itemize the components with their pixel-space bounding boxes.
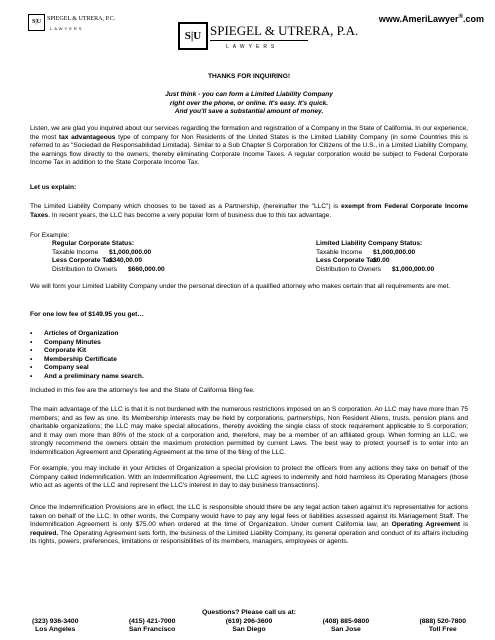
regular-corporate-column	[52, 240, 165, 274]
included-items-list	[30, 330, 144, 382]
logo-rule	[210, 40, 308, 41]
row-value: $660,000.00	[128, 265, 165, 273]
list-item: • And a preliminary name search.	[30, 373, 144, 382]
row-label: Taxable Income	[52, 248, 99, 256]
row-value: $340,00.00	[109, 257, 143, 264]
office-contact	[323, 618, 369, 635]
tax-comparison	[30, 240, 468, 276]
row-label: Less Corporate Tax	[52, 257, 114, 264]
tagline-line: And you'll save a substantial amount of money.	[174, 108, 324, 115]
fee-heading: For one low fee of $149.95 you get…	[30, 311, 144, 318]
list-item: • Articles of Organization	[30, 330, 144, 339]
phone-number[interactable]: (415) 421-7000	[128, 617, 176, 625]
office-contact	[129, 618, 175, 635]
office-city: Toll Free	[428, 626, 457, 633]
list-item: • Membership Certificate	[30, 356, 144, 365]
row-value: $1,000,000.00	[109, 248, 152, 256]
small-firm-logo	[28, 14, 116, 36]
intro-paragraph: Listen, we are glad you inquired about our services regarding the formation and registration of a Company in the State of California. In our experience, the most tax advantageous type of company for Non Residents of the United States is the Limited Liability Company (in some Countries this is referred to as "Sociedad de Responsabilidad Limitada). Similar to a Sub Chapter S Corporation for Citizens of the U.S., in a Limited Liability Company, the earnings flow directly to the owners, thereby eliminating Corporate Income Taxes. A regular corporation would be subject to Federal Corporate Income Tax in addition to the State Corporate Income Tax.	[30, 125, 468, 166]
row-value: $1,000,000.00	[373, 248, 416, 256]
contact-footer	[30, 609, 468, 635]
logo-name: SPIEGEL & UTRERA, P.A.	[210, 23, 359, 38]
explain-paragraph: The Limited Liability Company which chooses to be taxed as a Partnership, (hereinafter the "LLC") is exempt from Federal Corporate Income Taxes. In recent years, the LLC has become a very popular form of business due to this tax advantage.	[30, 203, 468, 219]
example-label: For Example:	[30, 232, 70, 239]
tagline	[30, 91, 468, 117]
office-city: San Diego	[232, 626, 266, 633]
row-label: Distribution to Owners	[316, 265, 381, 273]
office-contact	[226, 618, 272, 635]
row-label: Less Corporate Tax	[316, 257, 378, 264]
office-contact	[32, 618, 78, 635]
phone-number[interactable]: (323) 936-3400	[32, 617, 79, 625]
column-heading: Limited Liability Company Status:	[316, 240, 423, 247]
row-label: Taxable Income	[316, 248, 363, 256]
operating-agreement-paragraph: Once the Indemnification Provisions are in effect, the LLC is responsible should there be any legal action taken against it's representative for actions taken on behalf of the LLC. In other words, the Company would have to pay any legal fees or liabilities assessed against its Management Staff. The Indemnification Agreement is only $75.00 when ordered at the time of Organization. Under current California law, an Operating Agreement is required. The Operating Agreement sets forth, the business of the Limited Liability Company, its general operation and conduct of its affairs including its rights, powers, preferences, limitations or responsibilities of its members, managers, employees or agents.	[30, 504, 469, 545]
logo-sub: LAWYERS	[226, 44, 279, 50]
row-value: $0.00	[373, 257, 390, 264]
office-city: San Francisco	[128, 626, 176, 633]
indemnification-example-paragraph: For example, you may include in your Articles of Organization a special provision to protect the officers from any actions they take on behalf of the Company called Indemnification. With an Indemnification Agreement, the LLC agrees to indemnify and hold harmless its Operating Managers (those who act as agents of the LLC and represent the LLC's interest in day to day business transactions).	[30, 465, 468, 489]
column-heading: Regular Corporate Status:	[52, 240, 135, 247]
office-phone-list	[30, 618, 468, 635]
office-city: Los Angeles	[35, 626, 76, 633]
small-logo-name: SPIEGEL & UTRERA, P.C.	[47, 16, 116, 22]
contact-question: Questions? Please call us at:	[201, 609, 297, 616]
llc-column	[316, 240, 434, 274]
firm-logo	[178, 22, 359, 56]
phone-number[interactable]: (619) 296-3600	[225, 617, 273, 625]
list-item: • Company Minutes	[30, 339, 144, 348]
office-contact	[420, 618, 466, 635]
list-item: • Company seal	[30, 364, 144, 373]
row-label: Distribution to Owners	[52, 265, 117, 273]
included-fee-note: Included in this fee are the attorney's fee and the State of California filing fee.	[30, 387, 255, 394]
tagline-line: right over the phone, or online. It's easy. It's quick.	[169, 99, 329, 107]
page-title: THANKS FOR INQUIRING!	[207, 73, 291, 80]
phone-number[interactable]: (888) 520-7800	[419, 617, 466, 625]
list-item: • Corporate Kit	[30, 347, 144, 356]
small-logo-sub: LAWYERS	[50, 26, 84, 31]
office-city: San Jose	[330, 626, 361, 633]
website-link[interactable]: www.AmeriLawyer®.com	[378, 14, 484, 24]
explain-heading: Let us explain:	[30, 184, 77, 191]
phone-number[interactable]: (408) 885-9800	[322, 617, 370, 625]
formation-paragraph: We will form your Limited Liability Company under the personal direction of a qualified attorney who makes certain that all requirements are met.	[30, 283, 451, 290]
registered-mark: ®	[458, 14, 463, 20]
advantage-paragraph: The main advantage of the LLC is that it is not burdened with the numerous restrictions imposed on an S corporation. An LLC may have more than 75 members; and as few as one. Its Membership interests may be held by corporations, partnerships, Non Resident Aliens, trusts, pension plans and charitable organizations; the LLC may make special allocations, thereby avoiding the single class of stock requirement applicable to S corporation; and it may own more than 80% of the stock of a corporation and, therefore, may be a member of an affiliated group. When forming an LLC, we strongly recommend the owners obtain the maximum protection permitted by current Laws. The best way to protect yourself is to enter into an Indemnification Agreement and Operating Agreement at the time of the filing of the LLC.	[30, 406, 468, 456]
row-value: $1,000,000.00	[392, 265, 435, 273]
tagline-line: Just think - you can form a Limited Liability Company	[165, 91, 333, 98]
logo-mark: S|U	[178, 22, 208, 50]
small-logo-mark: S|U	[28, 14, 45, 31]
